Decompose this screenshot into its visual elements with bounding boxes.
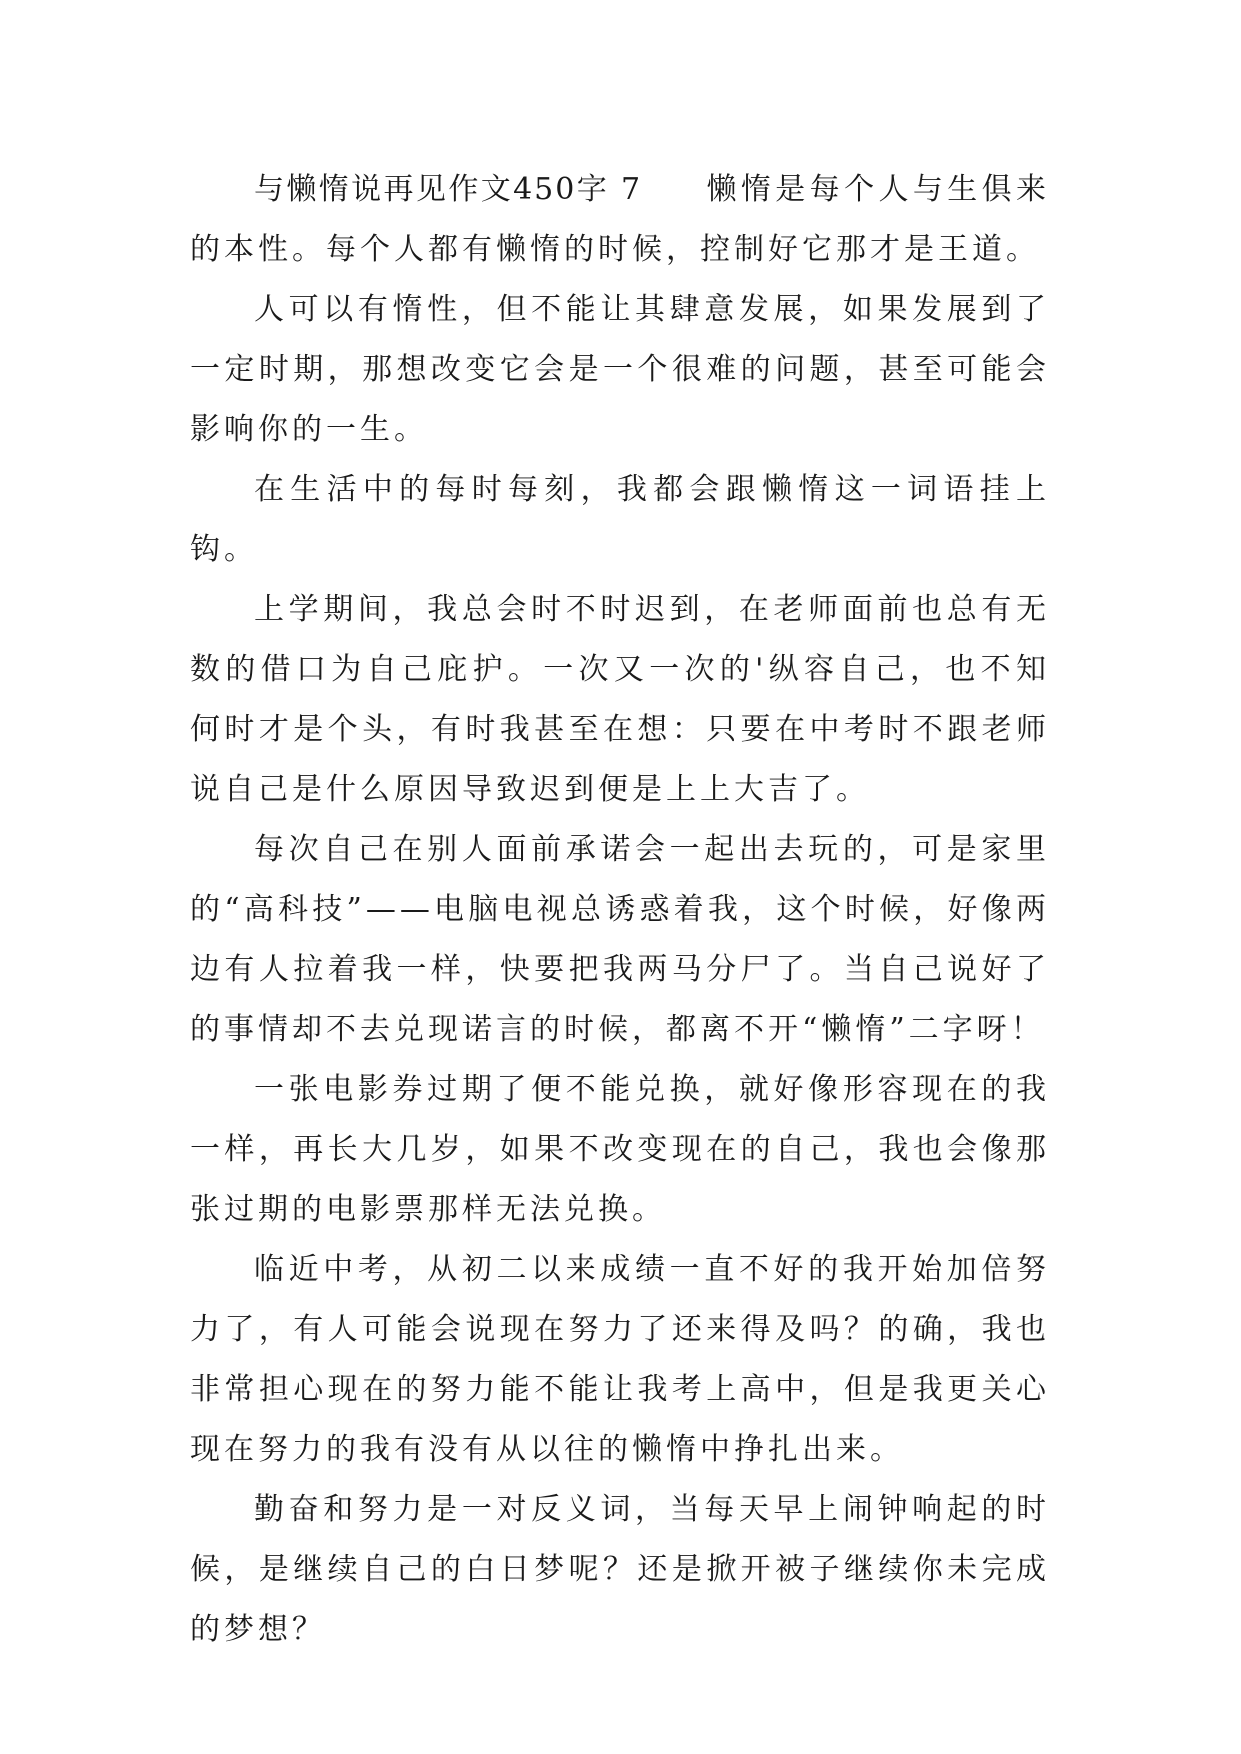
paragraph-text: 懒惰是每个人与生俱来的本性。每个人都有懒惰的时候，控制好它那才是王道。: [190, 172, 1051, 267]
paragraph-7: 临近中考，从初二以来成绩一直不好的我开始加倍努力了，有人可能会说现在努力了还来得及吗？的确，我也非常担心现在的努力能不能让我考上高中，但是我更关心现在努力的我有没有从以往的懒惰中挣扎出来。: [190, 1252, 1050, 1467]
document-body: [190, 160, 1050, 1660]
paragraph-5: 每次自己在别人面前承诺会一起出去玩的，可是家里的“高科技”——电脑电视总诱惑着我，这个时候，好像两边有人拉着我一样，快要把我两马分尸了。当自己说好了的事情却不去兑现诺言的时候，都离不开“懒惰”二字呀！: [190, 832, 1050, 1047]
paragraph-6: 一张电影券过期了便不能兑换，就好像形容现在的我一样，再长大几岁，如果不改变现在的自己，我也会像那张过期的电影票那样无法兑换。: [190, 1072, 1050, 1227]
paragraph-4: 上学期间，我总会时不时迟到，在老师面前也总有无数的借口为自己庇护。一次又一次的'纵容自己，也不知何时才是个头，有时我甚至在想：只要在中考时不跟老师说自己是什么原因导致迟到便是上上大吉了。: [190, 592, 1050, 807]
paragraph-1: [190, 160, 1050, 280]
document-title: 与懒惰说再见作文450字 7: [254, 172, 643, 207]
paragraph-3: 在生活中的每时每刻，我都会跟懒惰这一词语挂上钩。: [190, 472, 1050, 567]
paragraph-8: 勤奋和努力是一对反义词，当每天早上闹钟响起的时候，是继续自己的白日梦呢？还是掀开被子继续你未完成的梦想？: [190, 1492, 1050, 1647]
paragraph-2: 人可以有惰性，但不能让其肆意发展，如果发展到了一定时期，那想改变它会是一个很难的问题，甚至可能会影响你的一生。: [190, 292, 1050, 447]
